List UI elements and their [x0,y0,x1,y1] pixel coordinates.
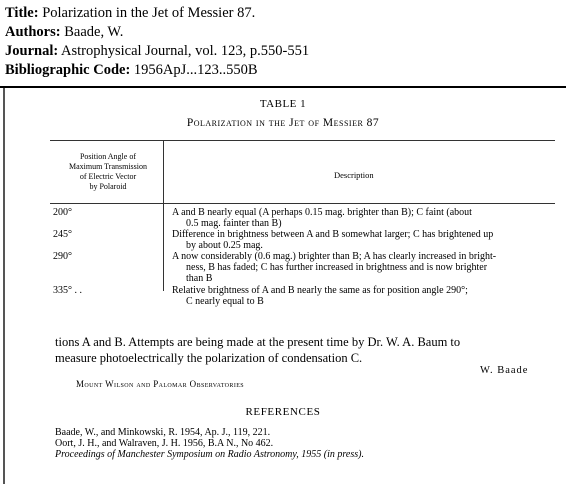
table-row-angle: 335° . . [53,285,82,296]
page-edge-line [3,88,5,484]
header-line: Maximum Transmission [68,162,147,171]
table-caption: Polarization in the Jet of Messier 87 [186,117,380,129]
table-row-description [172,251,557,284]
references-heading: REFERENCES [245,406,321,418]
header-line: of Electric Vector [79,172,137,181]
column-header-angle [52,152,164,192]
bibcode-label: Bibliographic Code: [5,62,131,78]
desc-line: A and B nearly equal (A perhaps 0.15 mag. brighter than B); C faint (about [172,207,472,218]
desc-line: than B [186,273,213,284]
desc-line: 0.5 mag. fainter than B) [186,218,282,229]
header-line: by Polaroid [89,182,127,191]
desc-line: C nearly equal to B [186,296,264,307]
table-row-description [172,285,557,307]
journal-value: Astrophysical Journal, vol. 123, p.550-551 [61,43,310,59]
table-row-angle: 290° [53,251,72,262]
journal-label: Journal: [5,43,59,59]
reference-item: Baade, W., and Minkowski, R. 1954, Ap. J., 119, 221. [55,427,271,438]
title-value: Polarization in the Jet of Messier 87. [42,5,256,21]
bibcode-row [5,61,309,80]
table-row-description [172,207,557,229]
header-line: Position Angle of [79,152,136,161]
table-row-angle: 245° [53,229,72,240]
desc-line: Relative brightness of A and B nearly the same as for position angle 290°; [172,285,468,296]
table-header-rule [50,203,555,204]
table-row-description [172,229,557,251]
authors-label: Authors: [5,24,61,40]
reference-item: Oort, J. H., and Walraven, J. H. 1956, B.A N., No 462. [55,438,274,449]
title-label: Title: [5,5,39,21]
body-text-line: tions A and B. Attempts are being made at the present time by Dr. W. A. Baum to [55,335,461,349]
table-number: TABLE 1 [259,98,307,110]
desc-line: by about 0.25 mag. [186,240,263,251]
body-text-line: measure photoelectrically the polarization of condensation C. [55,351,363,365]
bibcode-value: 1956ApJ...123..550B [133,62,258,78]
authors-value: Baade, W. [64,24,124,40]
title-row [5,4,309,23]
desc-line: A now considerably (0.6 mag.) brighter than B; A has clearly increased in bright- [172,251,497,262]
observatory-affiliation: Mount Wilson and Palomar Observatories [76,379,245,389]
author-signature: W. Baade [480,365,529,376]
record-metadata [5,4,309,80]
table-row-angle: 200° [53,207,72,218]
journal-row [5,42,309,61]
table-top-rule [50,140,555,141]
desc-line: Difference in brightness between A and B somewhat larger; C has brightened up [172,229,494,240]
authors-row [5,23,309,42]
desc-line: ness, B has faded; C has further increased in brightness and is now brighter [186,262,488,273]
column-header-description: Description [334,170,374,180]
scanned-page [0,86,566,484]
reference-item: Proceedings of Manchester Symposium on Radio Astronomy, 1955 (in press). [55,449,364,460]
